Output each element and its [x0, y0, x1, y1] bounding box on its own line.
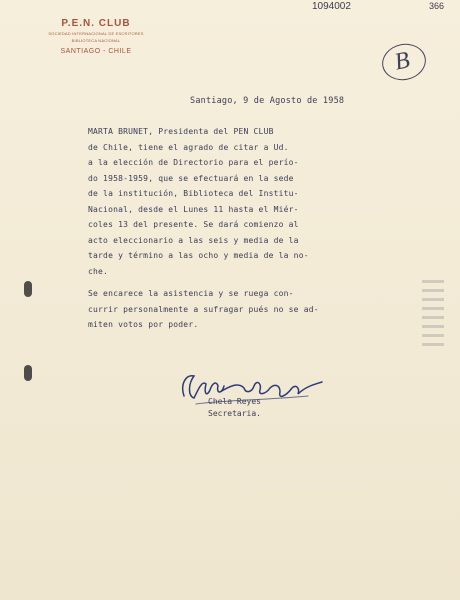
circle-letter: B: [392, 47, 413, 76]
letterhead: [26, 18, 166, 55]
body-line: a la elección de Directorio para el perío-: [88, 158, 299, 167]
paragraph-1: [88, 124, 388, 279]
letterhead-line-1: SOCIEDAD INTERNACIONAL DE ESCRITORES: [48, 31, 144, 36]
archive-id: 1094002: [312, 1, 351, 12]
body-line: coles 13 del presente. Se dará comienzo al: [88, 220, 299, 229]
circled-letter-mark: [379, 40, 430, 84]
punch-hole: [24, 365, 32, 381]
body-line: che.: [88, 266, 109, 276]
body-line: currir personalmente a sufragar pués no se ad-: [88, 304, 319, 314]
body-line: de Chile, tiene el agrado de citar a Ud.: [88, 142, 289, 152]
body-line: miten votos por poder.: [88, 320, 199, 329]
letterhead-title: P.E.N. CLUB: [61, 18, 131, 29]
body-line: de la institución, Biblioteca del Institu-: [88, 189, 299, 198]
letter-date: Santiago, 9 de Agosto de 1958: [190, 96, 345, 106]
bleed-through-marks: [422, 280, 446, 400]
body-line: do 1958-1959, que se efectuará en la sede: [88, 173, 294, 183]
letter-body: [88, 124, 388, 340]
signature-block: [208, 396, 261, 420]
letterhead-city: SANTIAGO - CHILE: [60, 48, 132, 55]
punch-hole: [24, 281, 32, 297]
body-line: MARTA BRUNET, Presidenta del PEN CLUB: [88, 127, 274, 136]
signer-role: Secretaria.: [208, 409, 261, 418]
letterhead-line-2: BIBLIOTECA NACIONAL: [71, 38, 121, 43]
signer-name: Chela Reyes: [208, 397, 261, 406]
page-number: 366: [429, 1, 445, 11]
body-line: tarde y término a las ocho y media de la no-: [88, 251, 309, 260]
paragraph-2: [88, 286, 388, 333]
body-line: Nacional, desde el Lunes 11 hasta el Miér-: [88, 204, 299, 214]
body-line: acto eleccionario a las seis y media de la: [88, 235, 299, 245]
body-line: Se encarece la asistencia y se ruega con-: [88, 289, 294, 298]
